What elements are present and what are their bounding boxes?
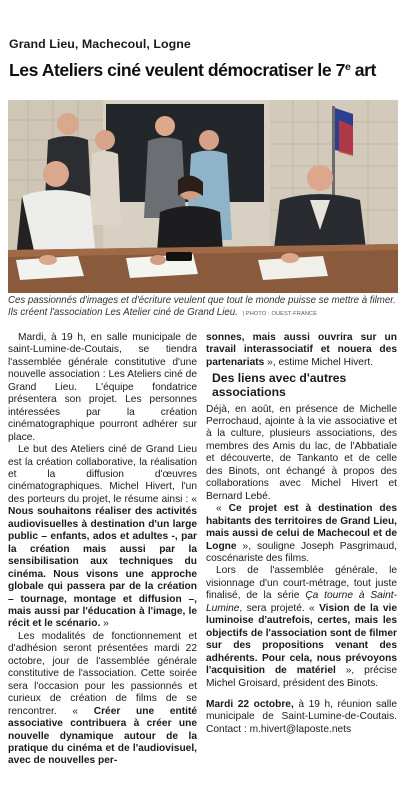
article-column-right: [206, 332, 397, 736]
series-title: Ça tourne à Saint-Lumine: [206, 590, 397, 614]
caption-text: Ces passionnés d'images et d'écriture veulent que tout le monde puisse se mettre à filmer. Ils créent l'association Les Atelier ciné de Grand Lieu.: [8, 295, 396, 319]
spacer: [206, 690, 397, 699]
subheading: Des liens avec d'autres associations: [212, 371, 347, 399]
headline-text: Les Ateliers ciné veulent démocratiser le 7: [9, 60, 345, 80]
headline-tail: art: [350, 60, 376, 80]
paragraph-text: , sera projeté. «: [239, 602, 320, 614]
headline-superscript: e: [344, 61, 351, 73]
event-info: [206, 699, 397, 736]
article-headline: [9, 60, 376, 81]
paragraph-quote: [8, 444, 197, 631]
paragraph: Déjà, en août, en présence de Michelle Perrochaud, ajointe à la vie associative et à la culture, plusieurs associations, des membres des Amis du lac, de l'Abbatiale et découverte, de Tankanto et de celle des Binots, ont échangé à propos des collaborations avec Michel Hivert et Bernard Lebé.: [206, 403, 397, 502]
quote-bold: Nous souhaitons réaliser des activités audiovisuelles à destination d'un large public – enfants, ados et adultes -, par la création mais aussi par la sensibilisation aux techniques du cinéma. Nous visons une approche globale qui passera par de la création – tournage, montage et diffusion –, mais aussi par l'éducation à l'image, le récit et le scénario.: [8, 506, 197, 630]
paragraph-text: Lors de l'assemblée générale, le visionnage d'un court-métrage, tout juste finalisé, de la série: [206, 565, 397, 602]
photo-caption: [8, 295, 400, 321]
photo-credit: | PHOTO : OUEST-FRANCE: [242, 311, 318, 318]
paragraph-text: », précise Michel Groisard, président des Binots.: [206, 665, 397, 689]
group-photo-illustration: [8, 100, 398, 293]
quote-bold: sonnes, mais aussi ouvrira sur un travail interassociatif et nouera des partenariats: [206, 332, 397, 368]
quote-bold: Vision de la vie luminoise d'autrefois, certes, mais les objectifs de l'association sont de filmer sur des propositions venant des adhérents. Pour cela, nous prévoyons l'acquisition de matériel: [206, 602, 397, 677]
paragraph-text: », estime Michel Hivert.: [264, 356, 374, 368]
event-date: Mardi 22 octobre,: [206, 698, 294, 710]
section-heading: Grand Lieu, Machecoul, Logne: [9, 37, 191, 51]
quote-bold: Créer une entité associative contribuera à créer une nouvelle dynamique autour de la pratique du cinéma et de l'audiovisuel, avec de nouvelles per-: [8, 705, 197, 767]
paragraph-text: «: [216, 503, 229, 515]
paragraph-text: Les modalités de fonctionnement et d'adhésion seront présentées mardi 22 octobre, jour de l'assemblée générale constitutive de l'association. Cette soirée sera l'occasion pour les passionnés et curieux de création de films de se rencontrer. «: [8, 630, 197, 717]
paragraph-text: Le but des Ateliers ciné de Grand Lieu est la création collaborative, la réalisation et la diffusion d'œuvres cinématographiques. Michel Hivert, l'un des porteurs du projet, le résume ainsi : «: [8, 444, 197, 505]
quote-bold: Ce projet est à destination des habitants des territoires de Grand Lieu, mais aussi de celui de Machecoul et de Logne: [206, 503, 397, 552]
paragraph-quote: [206, 565, 397, 690]
article-photo: [8, 100, 398, 293]
paragraph: Mardi, à 19 h, en salle municipale de saint-Lumine-de-Coutais, se tiendra l'assemblée générale constitutive d'une nouvelle association : Les Ateliers ciné de Grand Lieu. L'équipe fondatrice présentera son projet. Les personnes intéressées par la création cinématographique pourront adhérer sur place.: [8, 332, 197, 443]
paragraph-text: »: [100, 618, 109, 630]
paragraph-text: », souligne Joseph Pasgrimaud, coscénariste des films.: [206, 540, 397, 564]
paragraph-quote: [206, 503, 397, 565]
event-details: à 19 h, réunion salle municipale de Saint-Lumine-de-Coutais. Contact : m.hivert@laposte.nets: [206, 698, 397, 735]
paragraph-quote: [8, 631, 197, 768]
article-column-left: [8, 332, 197, 768]
paragraph-continued: [206, 332, 397, 369]
